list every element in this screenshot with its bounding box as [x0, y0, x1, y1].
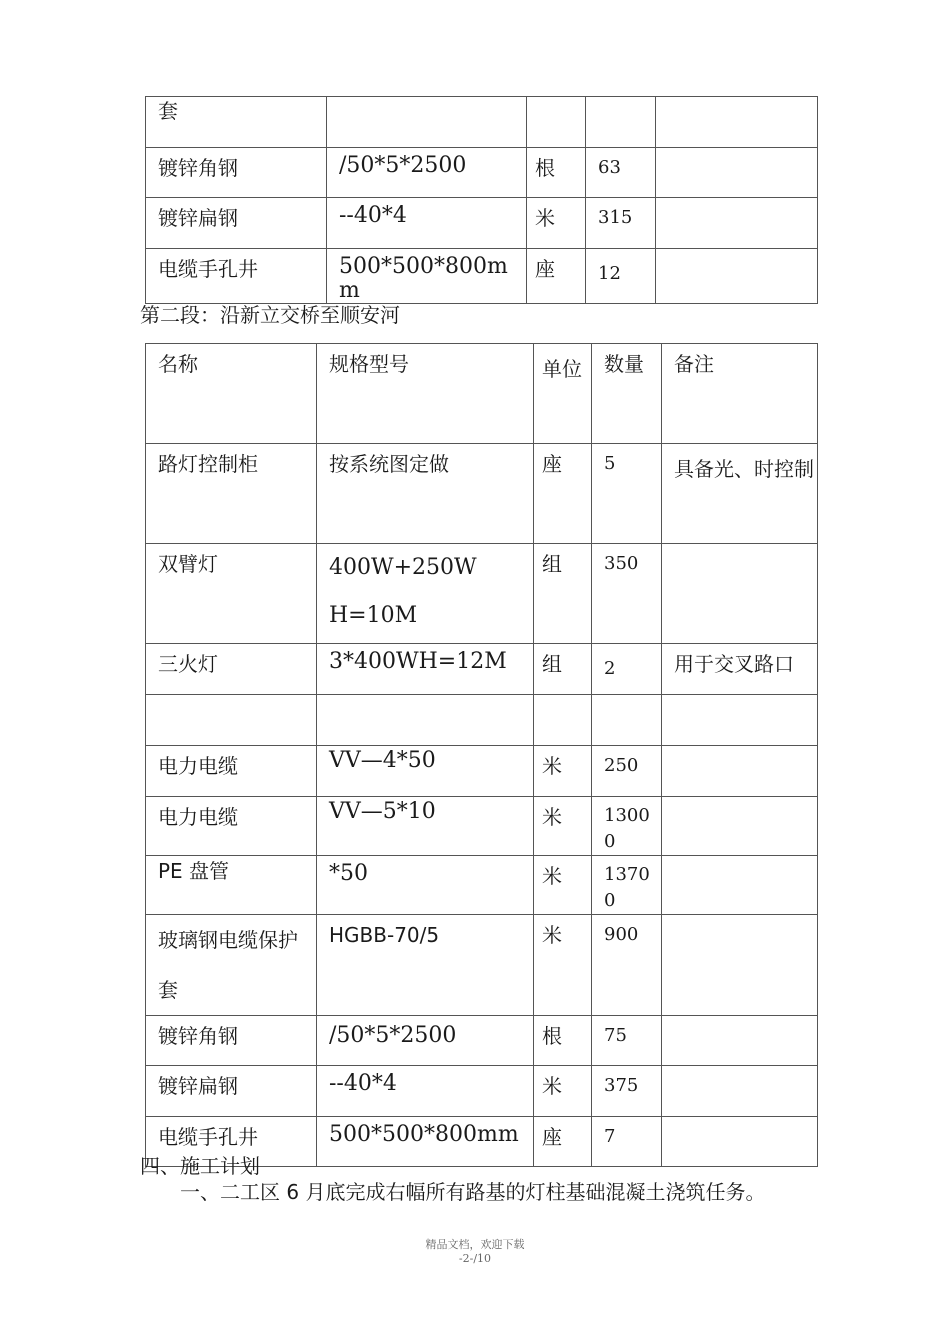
- table-row: [146, 797, 818, 856]
- item-qty: 350: [592, 544, 662, 644]
- item-qty: 315: [586, 198, 656, 249]
- item-unit: 米: [534, 856, 592, 915]
- item-unit: 根: [534, 1016, 592, 1066]
- item-note: [662, 856, 818, 915]
- item-spec: *50: [317, 856, 534, 915]
- item-qty: 5: [592, 444, 662, 544]
- item-name: 三火灯: [146, 644, 317, 695]
- item-spec: 按系统图定做: [317, 444, 534, 544]
- item-note: [662, 544, 818, 644]
- item-note: [656, 198, 818, 249]
- page-number: -2-/10: [458, 1252, 492, 1265]
- item-spec: /50*5*2500: [317, 1016, 534, 1066]
- item-name: 路灯控制柜: [146, 444, 317, 544]
- footer-text: 精品文档，欢迎下载: [425, 1238, 525, 1251]
- table-row: [146, 148, 818, 198]
- item-spec: VV—5*10: [317, 797, 534, 856]
- table-row: [146, 1066, 818, 1117]
- table-row: [146, 544, 818, 644]
- item-name: 镀锌角钢: [146, 1016, 317, 1066]
- item-qty: 7: [592, 1117, 662, 1167]
- materials-table-section2: [145, 343, 818, 1167]
- table-header-row: [146, 344, 818, 444]
- item-note: [662, 915, 818, 1016]
- item-name: 电力电缆: [146, 797, 317, 856]
- item-unit: 米: [534, 746, 592, 797]
- item-qty: 63: [586, 148, 656, 198]
- item-spec: 400W+250W H=10M: [317, 544, 534, 644]
- item-unit: 座: [527, 249, 586, 304]
- table-row: [146, 695, 818, 746]
- item-spec: HGBB-70/5: [317, 915, 534, 1016]
- item-name: 镀锌扁钢: [146, 198, 327, 249]
- item-name: 镀锌角钢: [146, 148, 327, 198]
- item-qty: 75: [592, 1016, 662, 1066]
- table-row: [146, 198, 818, 249]
- item-unit: 米: [534, 915, 592, 1016]
- item-note: [662, 1066, 818, 1117]
- item-note: 具备光、时控制: [662, 444, 818, 544]
- item-spec: --40*4: [327, 198, 527, 249]
- item-spec: 3*400WH=12M: [317, 644, 534, 695]
- item-unit: 组: [534, 644, 592, 695]
- page-footer: [0, 1238, 950, 1266]
- table-row: [146, 249, 818, 304]
- table-row: [146, 1016, 818, 1066]
- plan-heading: 四、施工计划: [140, 1154, 260, 1178]
- item-name: 玻璃钢电缆保护套: [146, 915, 317, 1016]
- item-qty: 375: [592, 1066, 662, 1117]
- item-qty: 13000: [592, 797, 662, 856]
- item-spec: VV—4*50: [317, 746, 534, 797]
- header-name: 名称: [146, 344, 317, 444]
- item-spec: --40*4: [317, 1066, 534, 1117]
- item-note: [662, 797, 818, 856]
- item-spec: [317, 695, 534, 746]
- table-row: [146, 746, 818, 797]
- item-note: [662, 746, 818, 797]
- header-qty: 数量: [592, 344, 662, 444]
- item-qty: 13700: [592, 856, 662, 915]
- item-note: 用于交叉路口: [662, 644, 818, 695]
- item-unit: 根: [527, 148, 586, 198]
- item-note: [662, 695, 818, 746]
- item-name: PE 盘管: [146, 856, 317, 915]
- item-spec: [327, 97, 527, 148]
- item-name: 双臂灯: [146, 544, 317, 644]
- item-name: 电缆手孔井: [146, 249, 327, 304]
- header-note: 备注: [662, 344, 818, 444]
- item-spec: 500*500*800mm: [317, 1117, 534, 1167]
- item-note: [662, 1016, 818, 1066]
- table-row: [146, 644, 818, 695]
- item-qty: 2: [592, 644, 662, 695]
- item-note: [656, 249, 818, 304]
- plan-text: 一、二工区 6 月底完成右幅所有路基的灯柱基础混凝土浇筑任务。: [180, 1180, 766, 1204]
- materials-table-section1: [145, 96, 818, 304]
- item-note: [656, 97, 818, 148]
- item-unit: 米: [534, 1066, 592, 1117]
- table-row: [146, 856, 818, 915]
- item-unit: 米: [527, 198, 586, 249]
- item-spec: 500*500*800mm: [327, 249, 527, 304]
- header-unit: 单位: [534, 344, 592, 444]
- table-row: [146, 444, 818, 544]
- item-note: [656, 148, 818, 198]
- section2-heading: 第二段：沿新立交桥至顺安河: [140, 303, 400, 327]
- item-qty: 900: [592, 915, 662, 1016]
- table-row: [146, 97, 818, 148]
- table-row: [146, 915, 818, 1016]
- item-name: 电力电缆: [146, 746, 317, 797]
- item-note: [662, 1117, 818, 1167]
- header-spec: 规格型号: [317, 344, 534, 444]
- item-qty: [592, 695, 662, 746]
- item-unit: [527, 97, 586, 148]
- item-name: [146, 695, 317, 746]
- item-qty: [586, 97, 656, 148]
- item-qty: 12: [586, 249, 656, 304]
- item-name: 镀锌扁钢: [146, 1066, 317, 1117]
- item-unit: [534, 695, 592, 746]
- item-unit: 组: [534, 544, 592, 644]
- item-name: 套: [146, 97, 327, 148]
- item-qty: 250: [592, 746, 662, 797]
- item-unit: 米: [534, 797, 592, 856]
- item-unit: 座: [534, 1117, 592, 1167]
- item-unit: 座: [534, 444, 592, 544]
- item-name: 电缆手孔井: [146, 1117, 317, 1167]
- item-spec: /50*5*2500: [327, 148, 527, 198]
